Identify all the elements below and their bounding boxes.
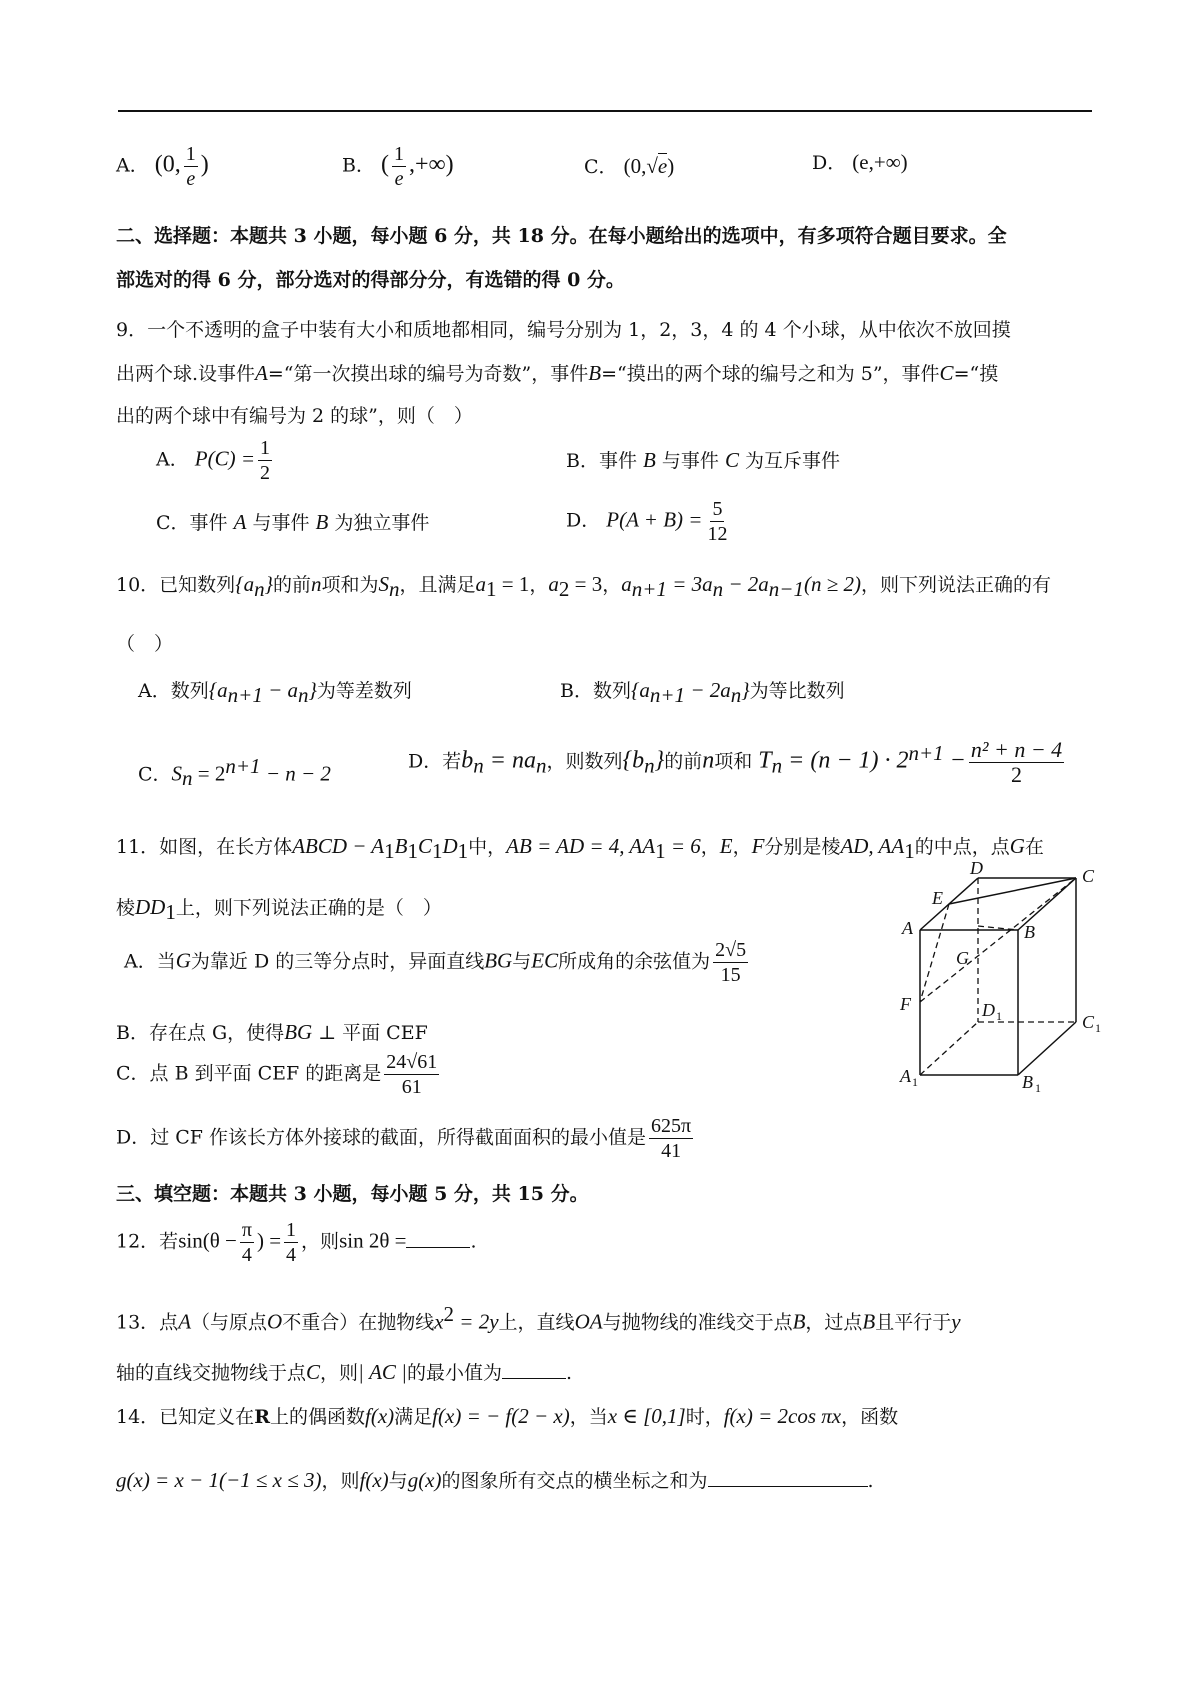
event-a: A: [233, 510, 247, 534]
option-label: A．当: [124, 950, 176, 973]
text: ，且满足: [399, 574, 476, 596]
expression: C: [417, 834, 432, 858]
text: 分别是棱: [764, 836, 841, 858]
expression: − 2a: [685, 678, 731, 702]
text: 与抛物线的准线交于点: [602, 1311, 793, 1334]
edge-b1c1: [1018, 1022, 1076, 1075]
text: 事件: [598, 450, 637, 472]
expression: (n ≥ 2): [803, 572, 861, 596]
point-b: B: [862, 1309, 876, 1334]
expression: ABCD − A: [292, 834, 385, 858]
numerator: 1: [286, 1219, 297, 1241]
option-label: A．: [156, 448, 189, 471]
q9-stem-line3: 出的两个球中有编号为 2 的球”，则（ ）: [116, 405, 473, 427]
option-label: C．: [584, 156, 618, 178]
label-b: B: [1024, 922, 1035, 942]
radicand: e: [657, 154, 668, 178]
interval-open: (: [381, 151, 390, 178]
text: 与: [388, 1470, 408, 1492]
option-label: D．: [566, 509, 601, 532]
text: =“摸出的两个球的编号之和为 5”，事件: [601, 363, 940, 385]
brace: }: [264, 572, 273, 596]
fraction: [284, 1218, 298, 1267]
text: 且平行于: [875, 1311, 952, 1334]
q10-option-a: [138, 676, 412, 709]
expression: = 6: [665, 834, 701, 858]
text: 的前: [664, 750, 703, 773]
expression: P(A + B) =: [606, 507, 703, 532]
q10-option-b: [560, 676, 845, 709]
expression: sin 2θ =: [339, 1228, 407, 1253]
sqrt-sign: √: [646, 154, 658, 178]
subscript: n−1: [768, 576, 804, 601]
numerator: n² + n − 4: [970, 737, 1063, 762]
label-g: G: [956, 948, 969, 968]
expression: = 2: [192, 761, 226, 786]
numerator: 1: [185, 143, 196, 165]
text: 的前: [273, 574, 312, 596]
text: 13．点: [116, 1311, 179, 1334]
var-a: a: [548, 572, 559, 596]
q9-option-c: [156, 508, 429, 537]
section3-title: 三、填空题：本题共 3 小题，每小题 5 分，共 15 分。: [116, 1183, 589, 1205]
var-y: y: [951, 1309, 961, 1334]
text: 与事件: [252, 512, 310, 534]
var-a: a: [621, 572, 632, 596]
interval-close: ): [200, 151, 209, 178]
expression: | AC |: [358, 1360, 407, 1384]
var-n: n: [311, 572, 322, 596]
label-a1-sub: 1: [912, 1075, 918, 1089]
expression: = 2y: [454, 1309, 499, 1334]
text: 时，: [685, 1406, 724, 1428]
q10-paren: （ ）: [116, 633, 174, 655]
expression: f(x): [359, 1468, 389, 1492]
subscript: 1: [165, 899, 176, 924]
interval-open: (0,: [154, 151, 181, 178]
value: = 1: [496, 572, 530, 596]
section2-line1: 二、选择题：本题共 3 小题，每小题 6 分，共 18 分。在每小题给出的选项中，有多项符合题目要求。全: [116, 225, 1007, 247]
section2-line2: 部选对的得 6 分，部分选对的得部分分，有选错的得 0 分。: [116, 269, 625, 291]
text: 的最小值为: [406, 1362, 502, 1384]
option-label: B．: [566, 450, 599, 472]
q14-line2: [116, 1466, 874, 1495]
numerator: 625π: [651, 1115, 692, 1137]
var-n: n: [702, 747, 715, 774]
interval-tail: ,+∞): [409, 151, 454, 178]
fraction: [705, 497, 729, 546]
separator: ，: [529, 574, 549, 596]
text: ，过点: [805, 1311, 863, 1334]
numerator: 2√5: [715, 939, 747, 961]
segment: OA: [574, 1309, 603, 1334]
expression: f(x) = 2cos πx: [723, 1404, 842, 1428]
subscript: n+1: [227, 682, 263, 707]
point-b: B: [792, 1309, 806, 1334]
subscript: n: [730, 682, 742, 707]
q10-stem: [116, 570, 1051, 603]
text: 的图象所有交点的横坐标之和为: [441, 1470, 708, 1492]
text: 所成角的余弦值为: [558, 950, 711, 973]
label-d1-sub: 1: [996, 1009, 1002, 1023]
point-o: O: [267, 1309, 283, 1334]
expression: {a: [630, 678, 650, 702]
q11-option-d: [116, 1114, 696, 1163]
option-label: A．: [116, 154, 149, 177]
segment: BG: [284, 1020, 313, 1044]
q8-option-c: [584, 152, 674, 181]
denominator: 41: [661, 1140, 682, 1162]
text: 11．如图，在长方体: [116, 836, 293, 858]
text: 轴的直线交抛物线于点: [116, 1362, 307, 1384]
q11-stem-line2: [116, 893, 442, 926]
denominator: 2: [1011, 762, 1023, 787]
text: 事件: [189, 512, 228, 534]
text: 数列: [592, 680, 631, 702]
option-label: D．: [408, 750, 443, 773]
text: .: [565, 1362, 572, 1384]
fraction: [649, 1114, 693, 1163]
fraction: [713, 938, 748, 987]
interval: (e,+∞): [852, 150, 908, 174]
text: =“第一次摸出球的编号为奇数”，事件: [267, 363, 589, 385]
expression: = 3a: [666, 572, 713, 596]
label-b1-sub: 1: [1035, 1081, 1041, 1095]
text: 12．若: [116, 1230, 179, 1253]
event-c: C: [724, 448, 739, 472]
numerator: 1: [394, 143, 405, 165]
text: （与原点: [191, 1311, 268, 1334]
superscript: 2: [443, 1302, 455, 1326]
text: 为独立事件: [334, 512, 430, 534]
text: ，则下列说法正确的有: [860, 574, 1051, 596]
numerator: π: [241, 1219, 252, 1241]
var-b: b: [461, 747, 474, 774]
expression: {a: [208, 678, 228, 702]
event-c: C: [939, 361, 954, 385]
segment: EC: [531, 948, 559, 973]
superscript: n+1: [908, 741, 944, 766]
denominator: 4: [286, 1244, 297, 1266]
event-b: B: [643, 448, 656, 472]
text: ，则: [301, 1230, 340, 1253]
denominator: e: [186, 168, 196, 190]
fraction: [184, 142, 198, 191]
q11-option-b: [116, 1018, 428, 1047]
option-label: C．: [156, 512, 190, 534]
text: 10．已知数列: [116, 574, 236, 596]
denominator: 12: [707, 523, 728, 545]
subscript: n: [298, 682, 309, 707]
text: 满足: [394, 1406, 433, 1428]
text: ，: [700, 836, 720, 858]
event-b: B: [315, 510, 329, 534]
fraction: [384, 1050, 439, 1099]
q10-option-c: [138, 752, 331, 792]
text: ，: [732, 836, 752, 858]
var-a: a: [475, 572, 487, 596]
label-e: E: [932, 888, 943, 908]
header-rule: [118, 110, 1092, 112]
subscript: 1: [655, 838, 666, 863]
q9-option-b: [566, 446, 840, 475]
text: ，则: [320, 1362, 359, 1384]
segment-ec: [949, 878, 1076, 904]
interval-close: ): [667, 154, 675, 178]
value: = 3: [569, 572, 603, 596]
text: 为互斥事件: [745, 450, 841, 472]
denominator: 4: [241, 1244, 252, 1266]
denominator: 15: [720, 964, 741, 986]
event-a: A: [255, 361, 268, 385]
expression: − a: [262, 678, 298, 702]
expression: f(x): [365, 1404, 395, 1428]
option-label: C．: [138, 763, 172, 786]
denominator: 2: [260, 462, 271, 484]
text: 14．已知定义在: [116, 1406, 255, 1428]
sequence: {a: [235, 572, 255, 596]
fraction: [969, 738, 1064, 787]
segment-fc: [920, 878, 1076, 1002]
q10-option-d: [408, 738, 1067, 787]
text: .: [470, 1230, 477, 1253]
text: 棱: [116, 897, 136, 919]
subscript: 1: [457, 838, 469, 863]
text: B．存在点 G，使得: [116, 1022, 285, 1044]
subscript: n+1: [649, 682, 686, 707]
var-s: S: [378, 572, 390, 596]
text: ，当: [569, 1406, 608, 1428]
edge-a1d1: [920, 1022, 978, 1075]
segment-ef: [920, 904, 949, 1002]
text: 为靠近 D 的三等分点时，异面直线: [190, 950, 485, 973]
text: 在: [1024, 836, 1044, 858]
q8-option-d: [812, 148, 908, 177]
expression: −: [943, 747, 966, 774]
text: D．过 CF 作该长方体外接球的截面，所得截面面积的最小值是: [116, 1126, 647, 1149]
expression: B: [394, 834, 408, 858]
subscript: 2: [558, 576, 570, 601]
var-t: T: [758, 747, 772, 774]
var-s: S: [171, 761, 183, 786]
fraction: [392, 142, 406, 191]
answer-blank[interactable]: [708, 1466, 868, 1487]
option-label: B．: [560, 680, 593, 702]
text: C．点 B 到平面 CEF 的距离是: [116, 1062, 382, 1085]
text: ⊥ 平面 CEF: [312, 1022, 428, 1044]
expression: ) =: [256, 1228, 282, 1253]
denominator: e: [394, 168, 404, 190]
sequence: {b: [622, 747, 645, 774]
text: 项和: [714, 750, 753, 773]
denominator: 61: [401, 1076, 422, 1098]
q13-line1: [116, 1300, 961, 1336]
text: 若: [442, 750, 462, 773]
text: 上，直线: [498, 1311, 575, 1334]
q9-stem-line2: [116, 359, 998, 388]
point-a: A: [178, 1309, 192, 1334]
segment: BG: [484, 948, 513, 973]
label-a: A: [902, 918, 913, 938]
text: .: [867, 1470, 874, 1492]
expression: g(x): [407, 1468, 442, 1492]
numerator: 5: [712, 498, 723, 520]
text: 的中点，点: [914, 836, 1010, 858]
label-c1-sub: 1: [1095, 1021, 1101, 1035]
numerator: 1: [260, 437, 271, 459]
expression: x: [434, 1309, 444, 1334]
separator: ，: [602, 574, 622, 596]
text: 上，则下列说法正确的是（ ）: [175, 897, 442, 919]
subscript: 1: [431, 838, 443, 863]
option-label: D．: [812, 152, 847, 174]
subscript: n: [712, 576, 724, 601]
text: =“摸: [953, 363, 999, 385]
brace: }: [741, 678, 750, 702]
fraction: [258, 436, 272, 485]
q11-option-a: [124, 938, 751, 987]
point-e: E: [719, 834, 733, 858]
q9-option-a: [156, 436, 275, 485]
subscript: 1: [904, 838, 915, 863]
answer-blank[interactable]: [406, 1227, 470, 1248]
text: 中，: [468, 836, 507, 858]
expression: D: [442, 834, 458, 858]
subscript: 1: [384, 838, 395, 863]
subscript: n: [182, 766, 193, 791]
numerator: 24√61: [386, 1051, 438, 1073]
q14-line1: [116, 1402, 898, 1431]
option-label: A．: [138, 680, 171, 702]
point-f: F: [751, 834, 765, 858]
text: ，函数: [841, 1406, 899, 1428]
q12: [116, 1218, 477, 1267]
expression: = (n − 1) · 2: [782, 747, 909, 774]
text: 不重合）在抛物线: [282, 1311, 435, 1334]
q9-option-d: [566, 497, 732, 546]
subscript: 1: [407, 838, 418, 863]
q8-option-b: [342, 142, 454, 191]
label-f: F: [900, 994, 911, 1014]
interval-open: (0,: [623, 154, 647, 178]
edge: DD: [135, 895, 166, 919]
text: 上的偶函数: [269, 1406, 365, 1428]
answer-blank[interactable]: [502, 1358, 566, 1379]
expression: sin(θ −: [178, 1228, 237, 1253]
subscript: n: [644, 753, 655, 778]
option-label: B．: [342, 154, 375, 177]
text: 与事件: [661, 450, 719, 472]
q11-option-c: [116, 1050, 442, 1099]
subscript: n: [535, 753, 547, 778]
label-d: D: [970, 860, 983, 878]
set-r: R: [254, 1406, 270, 1428]
text: 项和为: [321, 574, 379, 596]
label-c1: C: [1082, 1012, 1095, 1032]
subscript: n+1: [631, 576, 667, 601]
event-b: B: [588, 361, 602, 385]
text: 数列: [170, 680, 209, 702]
q8-option-a: [116, 142, 209, 191]
q13-line2: [116, 1358, 572, 1387]
expression: x ∈ [0,1]: [607, 1404, 686, 1428]
expression: = na: [483, 747, 536, 774]
subscript: n: [389, 576, 400, 601]
point-g: G: [1009, 834, 1025, 858]
label-b1: B: [1022, 1072, 1033, 1092]
expression: g(x) = x − 1(−1 ≤ x ≤ 3): [116, 1468, 322, 1492]
text: ，则数列: [546, 750, 623, 773]
point-c: C: [306, 1360, 321, 1384]
expression: AD, AA: [840, 834, 905, 858]
brace: }: [654, 747, 665, 774]
text: 为等差数列: [316, 680, 412, 702]
point-g: G: [175, 948, 191, 973]
expression: P(C) =: [194, 446, 256, 471]
subscript: n: [254, 576, 265, 601]
subscript: n: [771, 753, 783, 778]
q9-stem-line1: 9．一个不透明的盒子中装有大小和质地都相同，编号分别为 1，2，3，4 的 4 个小球，从中依次不放回摸: [116, 319, 1011, 341]
subscript: 1: [486, 576, 497, 601]
text: 为等比数列: [749, 680, 845, 702]
cuboid-figure: [890, 860, 1120, 1100]
subscript: n: [473, 753, 484, 778]
label-a1: A: [900, 1066, 911, 1086]
text: 与: [512, 950, 532, 973]
brace: }: [308, 678, 317, 702]
expression: − 2a: [723, 572, 769, 596]
superscript: n+1: [225, 754, 261, 778]
label-d1: D: [982, 1000, 995, 1020]
expression: f(x) = − f(2 − x): [432, 1404, 570, 1428]
label-c: C: [1082, 866, 1095, 886]
text: ，则: [321, 1470, 360, 1492]
expression: AB = AD = 4, AA: [506, 834, 656, 858]
expression: − n − 2: [260, 761, 331, 786]
fraction: [240, 1218, 254, 1267]
text: 出两个球.设事件: [116, 363, 256, 385]
